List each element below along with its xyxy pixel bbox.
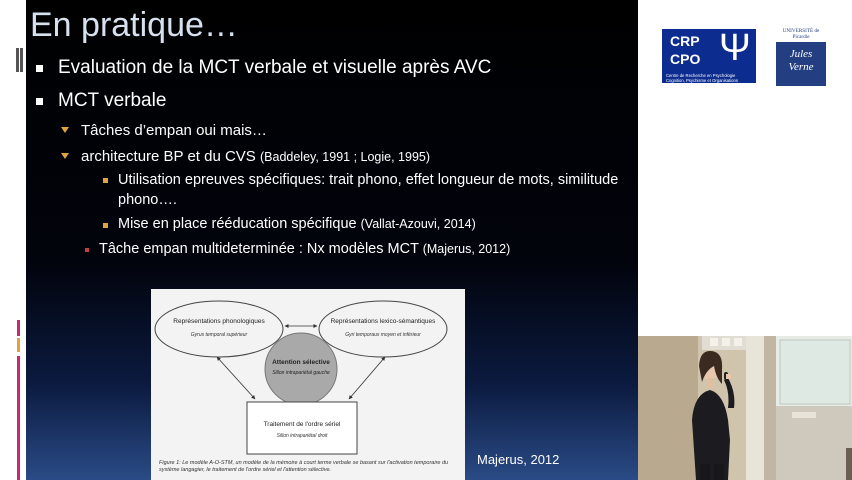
scroll-marker <box>16 48 19 72</box>
phonological-ellipse <box>155 301 283 357</box>
sub-bullet-text <box>81 148 430 165</box>
sub-bullet-text: Tâches d’empan oui mais… <box>81 122 267 139</box>
lexico-semantic-area: Gyri temporaux moyen et inférieur <box>345 332 421 338</box>
link-arrow <box>217 357 255 399</box>
dot-bullet-icon <box>85 248 89 252</box>
sub-sub-bullet-text <box>118 216 476 232</box>
upjv-logo-line2: Verne <box>788 61 814 73</box>
crp-cpo-logo <box>662 29 756 83</box>
citation: (Vallat-Azouvi, 2014) <box>360 217 476 231</box>
psi-icon: Ψ <box>719 27 751 69</box>
attention-circle <box>265 333 337 405</box>
sub-sub-bullet-continuation: phono…. <box>118 192 177 208</box>
serial-order-area: Sillon intrapariétal droit <box>276 433 328 439</box>
sub-bullet-label: architecture BP et du CVS <box>81 148 256 165</box>
speaker-video <box>638 336 852 480</box>
lexico-semantic-label: Représentations lexico-sémantiques <box>330 318 436 325</box>
upjv-logo-line1: Jules <box>789 48 813 60</box>
citation: (Majerus, 2012) <box>422 242 511 256</box>
sub-sub-bullet-label: Mise en place rééducation spécifique <box>118 216 357 232</box>
sub-sub-bullet-text: Utilisation epreuves spécifiques: trait phono, effet longueur de mots, similitude <box>118 172 619 188</box>
link-arrow <box>349 357 385 399</box>
upjv-logo <box>776 28 826 86</box>
serial-order-box <box>247 402 357 454</box>
small-square-bullet-icon <box>103 223 108 228</box>
lexico-semantic-ellipse <box>319 301 447 357</box>
speaker-video-frame <box>638 336 852 480</box>
accent-marker <box>17 320 20 336</box>
figure-caption: Figure 1: Le modèle A-O-STM, un modèle de la mémoire à court terme verbale se basant sur l'activation temporaire du système langagier, le traitement de l'ordre sériel et l'attention sélective. <box>159 460 449 473</box>
scroll-marker <box>20 48 23 72</box>
accent-marker <box>17 338 20 352</box>
bullet-text: Evaluation de la MCT verbale et visuelle après AVC <box>58 57 492 78</box>
model-figure <box>151 289 465 480</box>
figure-attribution: Majerus, 2012 <box>477 452 560 467</box>
attention-label: Attention sélective <box>272 359 330 366</box>
slide-title: En pratique… <box>30 6 238 44</box>
triangle-bullet-icon <box>61 127 69 133</box>
level4-bullet-text <box>99 241 510 257</box>
accent-marker <box>17 356 20 480</box>
level4-bullet-label: Tâche empan multideterminée : Nx modèles MCT <box>99 241 419 257</box>
slide-left-border <box>0 0 26 480</box>
square-bullet-icon <box>36 65 43 72</box>
crp-logo-subtitle: Centre de Recherche en Psychologie Cognition, Psychisme et Organisations <box>666 73 738 83</box>
small-square-bullet-icon <box>103 178 108 183</box>
model-diagram <box>151 289 465 461</box>
square-bullet-icon <box>36 98 43 105</box>
phonological-area: Gyrus temporal supérieur <box>190 332 248 338</box>
phonological-label: Représentations phonologiques <box>173 318 265 325</box>
attention-area: Sillon intrapariétal gauche <box>272 370 330 376</box>
upjv-logo-top: UNIVERSITÉ de Picardie <box>782 28 820 40</box>
crp-logo-line2: CPO <box>670 51 701 67</box>
crp-logo-line1: CRP <box>670 33 700 49</box>
triangle-bullet-icon <box>61 153 69 159</box>
upjv-logo-mark <box>776 42 826 86</box>
bullet-text: MCT verbale <box>58 90 167 111</box>
serial-order-label: Traitement de l'ordre sériel <box>263 421 341 428</box>
citation: (Baddeley, 1991 ; Logie, 1995) <box>260 150 431 164</box>
